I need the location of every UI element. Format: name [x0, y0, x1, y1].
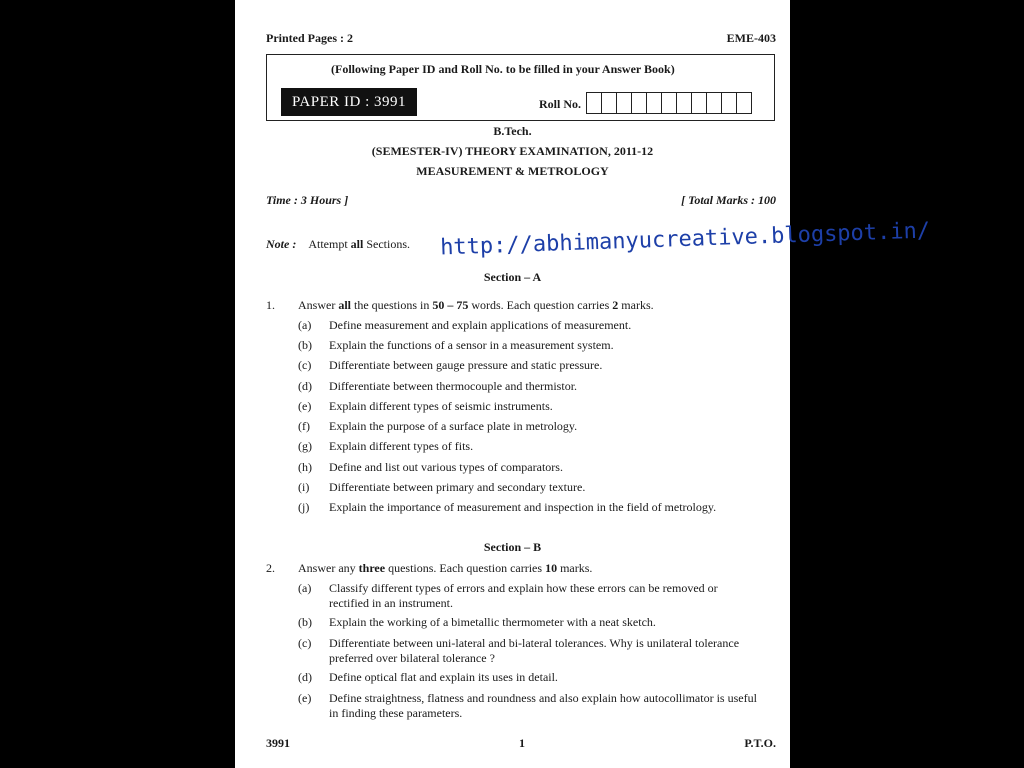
roll-number-digit-box[interactable]: [586, 92, 602, 114]
question-text: Define measurement and explain applications of measurement.: [329, 318, 632, 332]
note-text-bold: all: [350, 237, 364, 251]
section-b-heading: Section – B: [483, 540, 542, 554]
question-label: (b): [298, 615, 312, 629]
question-label: (f): [298, 419, 310, 433]
please-turn-over: P.T.O.: [744, 736, 776, 750]
note-line: [266, 237, 410, 252]
paper-id-text: PAPER ID : 3991: [291, 93, 407, 110]
paper-code: EME-403: [726, 31, 776, 45]
question-text: Explain the functions of a sensor in a measurement system.: [329, 338, 614, 352]
question-text: Define optical flat and explain its uses in detail.: [329, 670, 558, 684]
note-label: Note :: [266, 237, 297, 251]
q1-instr-part: words. Each question carries: [471, 298, 610, 312]
question-label: (e): [298, 399, 312, 413]
question-label: (a): [298, 318, 312, 332]
question-label: (c): [298, 358, 312, 372]
question-label: (d): [298, 379, 312, 393]
page-number: 1: [519, 736, 525, 750]
roll-number-digit-box[interactable]: [691, 92, 707, 114]
q1-instr-part: Answer: [298, 298, 336, 312]
q2-instr-part: Answer any: [298, 561, 356, 575]
question-text: Differentiate between primary and secondary texture.: [329, 480, 586, 494]
roll-number-digit-box[interactable]: [601, 92, 617, 114]
question-text: Explain different types of seismic instruments.: [329, 399, 553, 413]
footer-paper-id: 3991: [266, 736, 290, 750]
q1-instr-part: 2: [612, 298, 619, 312]
watermark-text[interactable]: http://abhimanyucreative.blogspot.in/: [439, 218, 931, 261]
q2-instruction: [298, 561, 592, 576]
blog-url-watermark[interactable]: [439, 216, 931, 261]
question-label: (j): [298, 500, 310, 514]
roll-number-digit-box[interactable]: [736, 92, 752, 114]
question-label: (d): [298, 670, 312, 684]
question-label: (c): [298, 636, 312, 650]
q1-instr-part: 50 – 75: [432, 298, 469, 312]
roll-number-digit-box[interactable]: [721, 92, 737, 114]
paper-id-badge: [281, 88, 417, 116]
course-title: B.Tech.: [493, 124, 532, 138]
question-text: Explain the working of a bimetallic thermometer with a neat sketch.: [329, 615, 656, 629]
note-text-pre: Attempt: [308, 237, 348, 251]
note-text-post: Sections.: [366, 237, 410, 251]
roll-number-digit-box[interactable]: [646, 92, 662, 114]
q1-instruction: [298, 298, 654, 313]
q2-instr-part: three: [358, 561, 386, 575]
roll-number-digit-box[interactable]: [661, 92, 677, 114]
exam-paper-page: [235, 0, 931, 768]
exam-title: (SEMESTER-IV) THEORY EXAMINATION, 2011-12: [371, 144, 654, 158]
subject-title: MEASUREMENT & METROLOGY: [416, 164, 609, 178]
q1-instr-part: all: [338, 298, 351, 312]
printed-pages: Printed Pages : 2: [266, 31, 353, 45]
question-text: Differentiate between uni-lateral and bi-lateral tolerances. Why is unilateral tolerance preferred over bilateral tolerance ?: [329, 636, 740, 665]
question-label: (e): [298, 691, 312, 705]
question-label: (h): [298, 460, 312, 474]
q2-instr-part: marks.: [560, 561, 593, 575]
question-text: Classify different types of errors and explain how these errors can be removed or rectified in an instrument.: [329, 581, 718, 610]
q1-instr-part: marks.: [621, 298, 654, 312]
roll-number-digit-box[interactable]: [676, 92, 692, 114]
roll-number-digit-box[interactable]: [616, 92, 632, 114]
question-text: Define and list out various types of comparators.: [329, 460, 563, 474]
question-text: Explain different types of fits.: [329, 439, 474, 453]
q1-number: 1.: [266, 298, 275, 312]
roll-number-digit-box[interactable]: [706, 92, 722, 114]
question-text: Explain the importance of measurement and inspection in the field of metrology.: [329, 500, 717, 514]
question-label: (a): [298, 581, 312, 595]
roll-number-digit-box[interactable]: [631, 92, 647, 114]
id-box-instruction: (Following Paper ID and Roll No. to be filled in your Answer Book): [331, 62, 675, 76]
question-text: Differentiate between thermocouple and thermistor.: [329, 379, 578, 393]
q2-instr-part: questions. Each question carries: [388, 561, 543, 575]
question-text: Differentiate between gauge pressure and static pressure.: [329, 358, 603, 372]
q2-number: 2.: [266, 561, 275, 575]
roll-number-boxes: [587, 92, 752, 114]
q2-instr-part: 10: [545, 561, 558, 575]
time-allowed: Time : 3 Hours ]: [266, 193, 349, 207]
question-text: Define straightness, flatness and roundness and also explain how autocollimator is useful in finding these parameters.: [329, 691, 757, 720]
total-marks: [ Total Marks : 100: [681, 193, 776, 207]
section-a-heading: Section – A: [483, 270, 542, 284]
roll-number-label: Roll No.: [539, 97, 581, 111]
question-label: (b): [298, 338, 312, 352]
question-label: (g): [298, 439, 312, 453]
q1-instr-part: the questions in: [354, 298, 430, 312]
question-text: Explain the purpose of a surface plate in metrology.: [329, 419, 578, 433]
question-label: (i): [298, 480, 310, 494]
